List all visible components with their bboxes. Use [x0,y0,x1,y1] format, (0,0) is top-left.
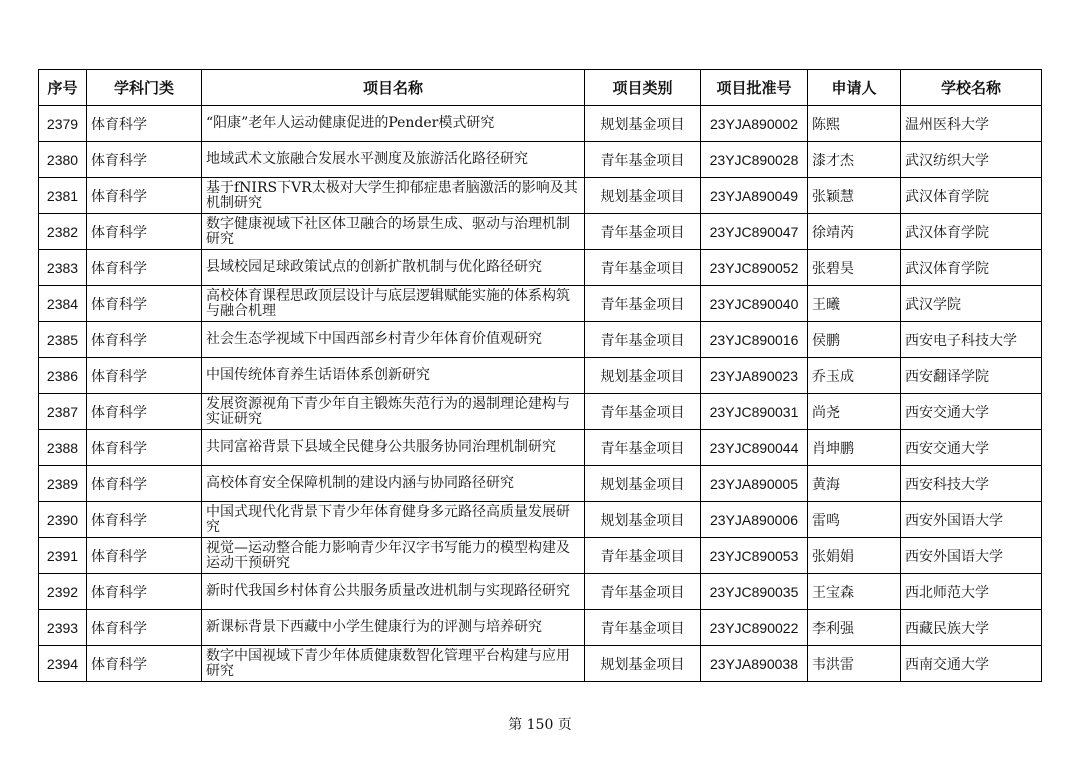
header-project-type: 项目类别 [585,70,701,106]
cell-approval-number: 23YJA890023 [701,358,808,394]
cell-approval-number: 23YJC890040 [701,286,808,322]
cell-seq: 2384 [39,286,87,322]
cell-project-type: 青年基金项目 [585,214,701,250]
cell-project-type: 青年基金项目 [585,610,701,646]
cell-school: 西安交通大学 [901,430,1042,466]
cell-applicant: 陈熙 [808,106,901,142]
cell-project-type: 青年基金项目 [585,286,701,322]
cell-project-name: 基于fNIRS下VR太极对大学生抑郁症患者脑激活的影响及其机制研究 [202,178,585,214]
cell-project-type: 规划基金项目 [585,646,701,682]
cell-applicant: 肖坤鹏 [808,430,901,466]
table-header-row [39,70,1042,106]
cell-seq: 2383 [39,250,87,286]
cell-discipline: 体育科学 [87,430,202,466]
cell-school: 温州医科大学 [901,106,1042,142]
cell-discipline: 体育科学 [87,502,202,538]
header-project-name: 项目名称 [202,70,585,106]
cell-seq: 2379 [39,106,87,142]
cell-discipline: 体育科学 [87,394,202,430]
cell-applicant: 张娟娟 [808,538,901,574]
cell-applicant: 尚尧 [808,394,901,430]
cell-school: 武汉体育学院 [901,214,1042,250]
cell-approval-number: 23YJA890002 [701,106,808,142]
cell-seq: 2387 [39,394,87,430]
project-table [38,69,1042,682]
cell-seq: 2391 [39,538,87,574]
cell-discipline: 体育科学 [87,250,202,286]
header-discipline: 学科门类 [87,70,202,106]
cell-discipline: 体育科学 [87,610,202,646]
cell-school: 西安外国语大学 [901,502,1042,538]
cell-approval-number: 23YJC890031 [701,394,808,430]
cell-approval-number: 23YJC890047 [701,214,808,250]
cell-project-type: 规划基金项目 [585,358,701,394]
cell-approval-number: 23YJA890005 [701,466,808,502]
header-seq: 序号 [39,70,87,106]
table-row [39,394,1042,430]
cell-discipline: 体育科学 [87,214,202,250]
table-row [39,106,1042,142]
cell-seq: 2385 [39,322,87,358]
cell-project-type: 青年基金项目 [585,430,701,466]
cell-project-type: 规划基金项目 [585,106,701,142]
cell-discipline: 体育科学 [87,106,202,142]
cell-approval-number: 23YJC890053 [701,538,808,574]
cell-discipline: 体育科学 [87,538,202,574]
header-applicant: 申请人 [808,70,901,106]
cell-seq: 2386 [39,358,87,394]
cell-discipline: 体育科学 [87,646,202,682]
cell-approval-number: 23YJC890028 [701,142,808,178]
cell-project-type: 青年基金项目 [585,394,701,430]
cell-project-name: 发展资源视角下青少年自主锻炼失范行为的遏制理论建构与实证研究 [202,394,585,430]
cell-approval-number: 23YJA890038 [701,646,808,682]
cell-applicant: 黄海 [808,466,901,502]
cell-discipline: 体育科学 [87,466,202,502]
cell-applicant: 李利强 [808,610,901,646]
cell-applicant: 侯鹏 [808,322,901,358]
cell-discipline: 体育科学 [87,286,202,322]
cell-discipline: 体育科学 [87,322,202,358]
cell-school: 武汉学院 [901,286,1042,322]
cell-project-name: 地域武术文旅融合发展水平测度及旅游活化路径研究 [202,142,585,178]
cell-applicant: 徐靖芮 [808,214,901,250]
cell-project-type: 青年基金项目 [585,322,701,358]
table-row [39,286,1042,322]
cell-project-name: 数字健康视域下社区体卫融合的场景生成、驱动与治理机制研究 [202,214,585,250]
cell-approval-number: 23YJA890006 [701,502,808,538]
cell-approval-number: 23YJC890044 [701,430,808,466]
cell-applicant: 王曦 [808,286,901,322]
cell-discipline: 体育科学 [87,574,202,610]
cell-applicant: 乔玉成 [808,358,901,394]
cell-project-name: 中国传统体育养生话语体系创新研究 [202,358,585,394]
cell-applicant: 王宝森 [808,574,901,610]
cell-approval-number: 23YJC890052 [701,250,808,286]
cell-project-type: 青年基金项目 [585,250,701,286]
table-row [39,322,1042,358]
cell-project-name: 新时代我国乡村体育公共服务质量改进机制与实现路径研究 [202,574,585,610]
table-row [39,250,1042,286]
header-school: 学校名称 [901,70,1042,106]
cell-approval-number: 23YJA890049 [701,178,808,214]
cell-school: 西南交通大学 [901,646,1042,682]
cell-seq: 2392 [39,574,87,610]
cell-project-type: 规划基金项目 [585,178,701,214]
table-row [39,142,1042,178]
cell-project-type: 规划基金项目 [585,466,701,502]
cell-school: 西安科技大学 [901,466,1042,502]
cell-school: 西安电子科技大学 [901,322,1042,358]
cell-school: 武汉体育学院 [901,250,1042,286]
cell-project-type: 青年基金项目 [585,574,701,610]
cell-seq: 2380 [39,142,87,178]
cell-project-name: 社会生态学视域下中国西部乡村青少年体育价值观研究 [202,322,585,358]
cell-school: 西北师范大学 [901,574,1042,610]
cell-project-type: 规划基金项目 [585,502,701,538]
cell-seq: 2388 [39,430,87,466]
cell-seq: 2393 [39,610,87,646]
cell-applicant: 张颖慧 [808,178,901,214]
cell-project-name: 中国式现代化背景下青少年体育健身多元路径高质量发展研究 [202,502,585,538]
cell-project-type: 青年基金项目 [585,538,701,574]
cell-seq: 2382 [39,214,87,250]
cell-school: 武汉体育学院 [901,178,1042,214]
page-number: 第 150 页 [508,717,572,733]
table-row [39,466,1042,502]
cell-seq: 2381 [39,178,87,214]
cell-applicant: 韦洪雷 [808,646,901,682]
table-row [39,358,1042,394]
table-row [39,574,1042,610]
cell-project-name: 共同富裕背景下县域全民健身公共服务协同治理机制研究 [202,430,585,466]
cell-project-name: 县域校园足球政策试点的创新扩散机制与优化路径研究 [202,250,585,286]
table-row [39,430,1042,466]
cell-school: 西安交通大学 [901,394,1042,430]
cell-project-name: 视觉—运动整合能力影响青少年汉字书写能力的模型构建及运动干预研究 [202,538,585,574]
cell-project-name: 新课标背景下西藏中小学生健康行为的评测与培养研究 [202,610,585,646]
cell-school: 武汉纺织大学 [901,142,1042,178]
cell-discipline: 体育科学 [87,142,202,178]
table-row [39,178,1042,214]
cell-project-type: 青年基金项目 [585,142,701,178]
cell-approval-number: 23YJC890022 [701,610,808,646]
table-row [39,502,1042,538]
cell-seq: 2390 [39,502,87,538]
header-approval-number: 项目批准号 [701,70,808,106]
cell-applicant: 雷鸣 [808,502,901,538]
cell-seq: 2389 [39,466,87,502]
cell-project-name: 数字中国视域下青少年体质健康数智化管理平台构建与应用研究 [202,646,585,682]
cell-school: 西安外国语大学 [901,538,1042,574]
cell-approval-number: 23YJC890016 [701,322,808,358]
table-row [39,538,1042,574]
cell-seq: 2394 [39,646,87,682]
table-row [39,610,1042,646]
table-row [39,646,1042,682]
cell-project-name: 高校体育安全保障机制的建设内涵与协同路径研究 [202,466,585,502]
cell-applicant: 张碧昊 [808,250,901,286]
cell-school: 西藏民族大学 [901,610,1042,646]
cell-school: 西安翻译学院 [901,358,1042,394]
cell-project-name: 高校体育课程思政顶层设计与底层逻辑赋能实施的体系构筑与融合机理 [202,286,585,322]
cell-applicant: 漆才杰 [808,142,901,178]
cell-project-name: “阳康”老年人运动健康促进的Pender模式研究 [202,106,585,142]
cell-discipline: 体育科学 [87,178,202,214]
table-row [39,214,1042,250]
cell-discipline: 体育科学 [87,358,202,394]
cell-approval-number: 23YJC890035 [701,574,808,610]
